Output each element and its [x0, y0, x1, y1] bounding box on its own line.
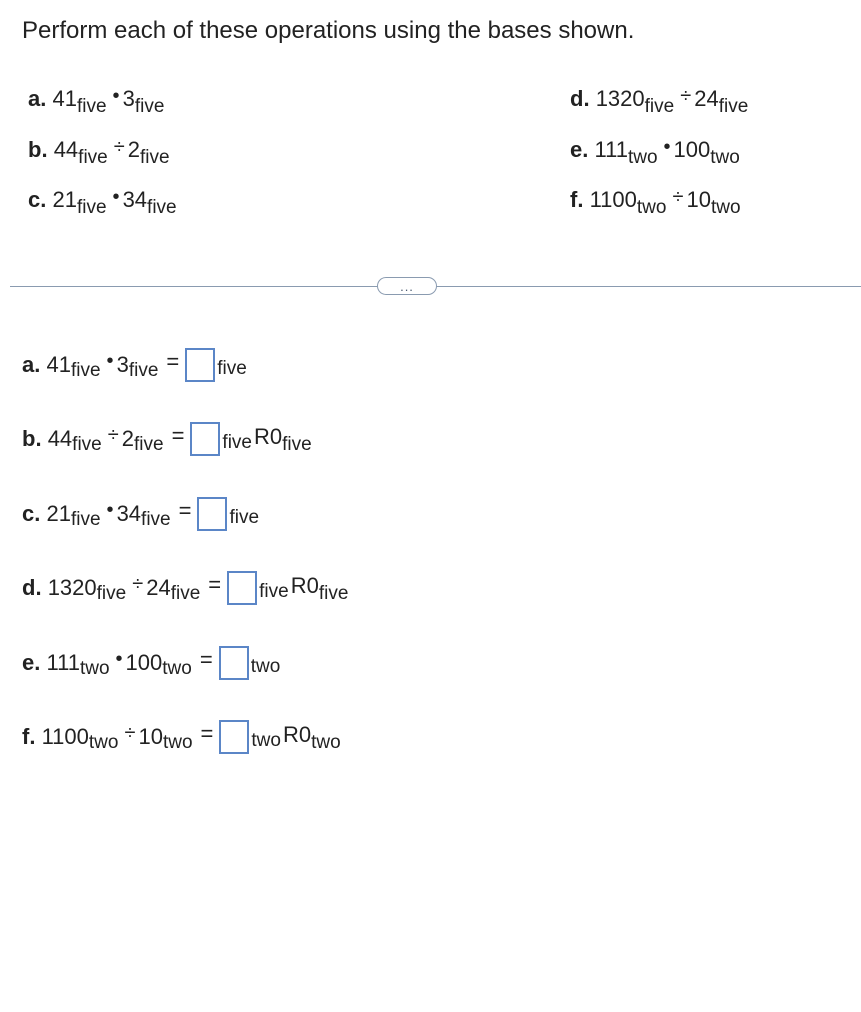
- problem-b: b. 44five ÷ 2five: [28, 136, 170, 168]
- problem-a: a. 41five • 3five: [28, 85, 165, 117]
- answer-input-b[interactable]: [190, 422, 220, 456]
- problem-f: f. 1100two ÷ 10two: [570, 186, 741, 218]
- answer-row-f: f. 1100 two ÷ 10 two = two R0 two: [22, 721, 341, 753]
- problem-d: d. 1320five ÷ 24five: [570, 85, 749, 117]
- answer-input-c[interactable]: [197, 497, 227, 531]
- expand-button[interactable]: ...: [377, 277, 437, 295]
- answer-row-d: d. 1320 five ÷ 24 five = five R0 five: [22, 572, 349, 604]
- answer-row-b: b. 44 five ÷ 2 five = five R0 five: [22, 423, 312, 455]
- answer-input-f[interactable]: [219, 720, 249, 754]
- answer-input-d[interactable]: [227, 571, 257, 605]
- answer-input-e[interactable]: [219, 646, 249, 680]
- problem-c: c. 21five • 34five: [28, 186, 177, 218]
- answer-row-e: e. 111 two • 100 two = two: [22, 647, 281, 679]
- instruction-text: Perform each of these operations using the bases shown.: [22, 17, 635, 44]
- answer-row-c: c. 21 five • 34 five = five: [22, 498, 260, 530]
- problem-e: e. 111two • 100two: [570, 136, 740, 168]
- answer-input-a[interactable]: [185, 348, 215, 382]
- answer-row-a: a. 41 five • 3 five = five: [22, 349, 247, 381]
